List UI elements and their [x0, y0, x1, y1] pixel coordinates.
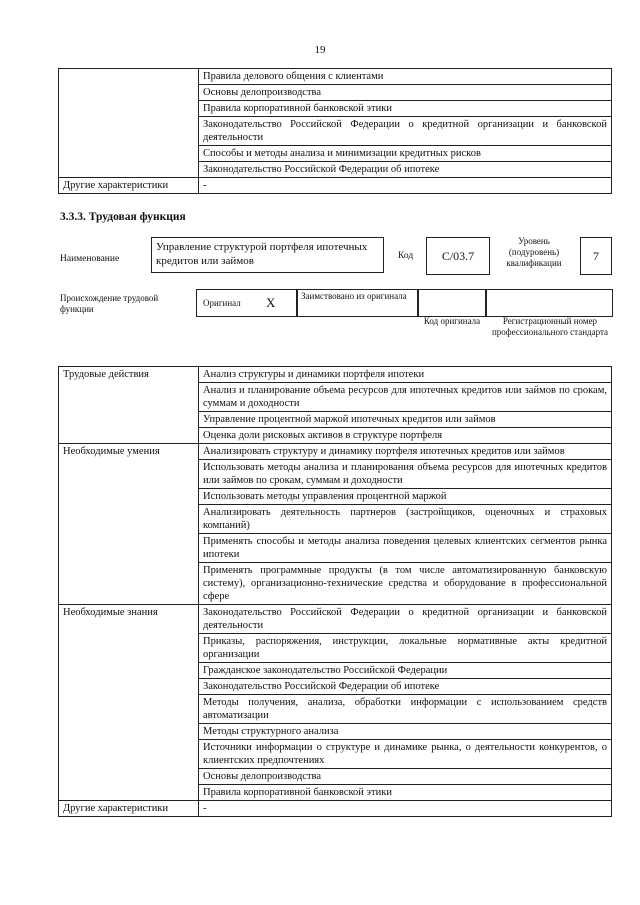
list-item: Законодательство Российской Федерации об ипотеке — [199, 162, 612, 178]
other-label: Другие характеристики — [59, 178, 199, 194]
table-row — [59, 801, 612, 817]
list-item: Анализ структуры и динамики портфеля ипотеки — [199, 367, 612, 383]
list-item: Методы получения, анализа, обработки информации с использованием средств автоматизации — [199, 695, 612, 724]
other-value: - — [199, 801, 612, 817]
list-item: Основы делопроизводства — [199, 769, 612, 785]
list-item: Основы делопроизводства — [199, 85, 612, 101]
borrowed-label: Заимствовано из оригинала — [301, 291, 407, 301]
list-item: Методы структурного анализа — [199, 724, 612, 740]
level-label: Уровень (подуровень) квалификации — [506, 236, 562, 268]
name-value: Управление структурой портфеля ипотечных кредитов или займов — [151, 237, 384, 273]
list-item: Законодательство Российской Федерации о кредитной организации и банковской деятельности — [199, 117, 612, 146]
list-item: Гражданское законодательство Российской Федерации — [199, 663, 612, 679]
main-table — [58, 366, 612, 817]
list-item: Применять способы и методы анализа поведения целевых клиентских сегментов рынка ипотеки — [199, 534, 612, 563]
list-item: Законодательство Российской Федерации об ипотеке — [199, 679, 612, 695]
reg-number-box — [485, 289, 613, 317]
list-item: Применять программные продукты (в том числе автоматизированную банковскую систему), организационно-технические средства и оборудование в профессиональной сфере — [199, 563, 612, 605]
level-value: 7 — [580, 237, 612, 275]
list-item: Анализ и планирование объема ресурсов для ипотечных кредитов или займов по срокам, суммам и доходности — [199, 383, 612, 412]
origin-label: Происхождение трудовой функции — [60, 293, 159, 314]
other-label: Другие характеристики — [59, 801, 199, 817]
name-label: Наименование — [60, 254, 120, 264]
section-title: 3.3.3. Трудовая функция — [60, 211, 186, 223]
knowledge-label: Необходимые знания — [59, 605, 199, 801]
page-number: 19 — [314, 44, 326, 56]
actions-label: Трудовые действия — [59, 367, 199, 444]
table-row — [59, 69, 612, 85]
list-item: Приказы, распоряжения, инструкции, локальные нормативные акты кредитной организации — [199, 634, 612, 663]
code-label: Код — [398, 251, 414, 261]
list-item: Анализировать деятельность партнеров (застройщиков, оценочных и страховых компаний) — [199, 505, 612, 534]
table-row — [59, 605, 612, 634]
table-row — [59, 178, 612, 194]
code-caption: Код оригинала — [423, 316, 481, 326]
skills-label: Необходимые умения — [59, 444, 199, 605]
list-item: Правила корпоративной банковской этики — [199, 101, 612, 117]
list-item: Правила делового общения с клиентами — [199, 69, 612, 85]
list-item: Способы и методы анализа и минимизации кредитных рисков — [199, 146, 612, 162]
list-item: Правила корпоративной банковской этики — [199, 785, 612, 801]
original-mark: Х — [266, 295, 276, 310]
list-item: Оценка доли рисковых активов в структуре портфеля — [199, 428, 612, 444]
list-item: Анализировать структуру и динамику портфеля ипотечных кредитов или займов — [199, 444, 612, 460]
table-row — [59, 367, 612, 383]
original-code-box — [417, 289, 487, 317]
reg-caption: Регистрационный номер профессионального стандарта — [491, 316, 609, 337]
list-item: Использовать методы управления процентной маржой — [199, 489, 612, 505]
empty-label-cell — [59, 69, 199, 178]
list-item: Использовать методы анализа и планирования объема ресурсов для ипотечных кредитов или займов по срокам, суммам и доходности — [199, 460, 612, 489]
table-row — [59, 444, 612, 460]
top-table — [58, 68, 612, 194]
list-item: Управление процентной маржой ипотечных кредитов или займов — [199, 412, 612, 428]
original-label: Оригинал — [203, 298, 241, 308]
code-value: С/03.7 — [426, 237, 490, 275]
other-value: - — [199, 178, 612, 194]
list-item: Источники информации о структуре и динамике рынка, о деятельности конкурентов, о клиентских предпочтениях — [199, 740, 612, 769]
list-item: Законодательство Российской Федерации о кредитной организации и банковской деятельности — [199, 605, 612, 634]
